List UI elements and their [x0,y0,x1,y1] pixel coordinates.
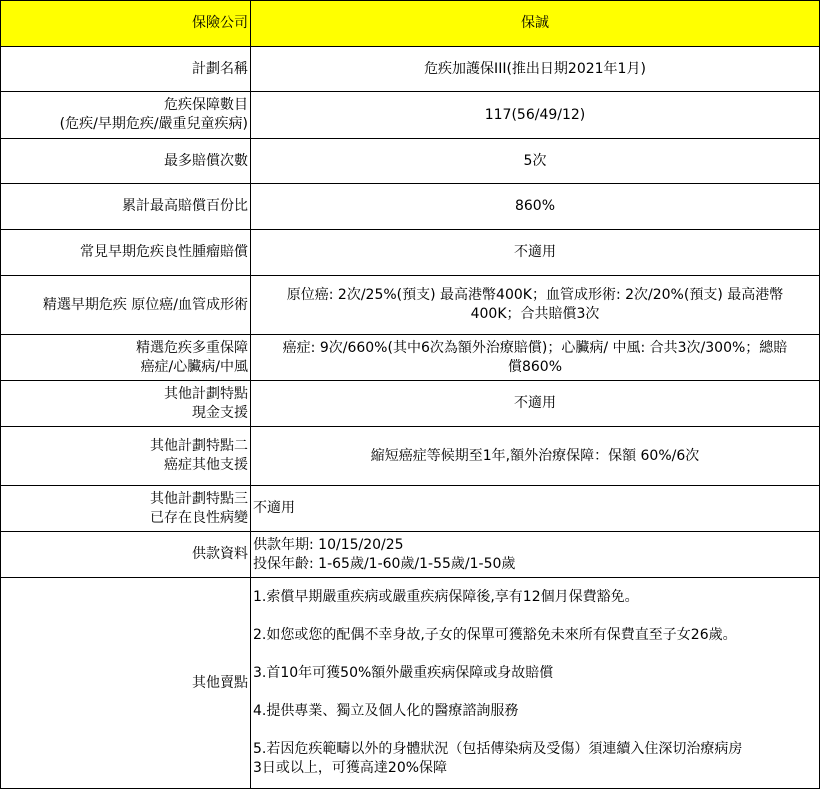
row-value-cell[interactable] [251,578,820,789]
row-max-claims [1,139,820,184]
label-text: 計劃名稱 [192,60,248,77]
value-text: 不適用 [253,500,295,516]
header-label-cell[interactable]: 保險公司 [1,1,251,47]
value-text: 5次 [523,152,547,169]
header-row [1,1,820,47]
value-text: 860% [514,198,556,214]
value-text: 供款年期: 10/15/20/25 [253,536,404,553]
row-value-cell[interactable] [251,47,820,92]
row-label-cell[interactable] [1,486,251,532]
label-text: 現金支援 [192,404,248,421]
label-text: 最多賠償次數 [164,152,248,169]
label-text: 常見早期危疾良性腫瘤賠償 [80,244,248,260]
row-value-cell[interactable] [251,427,820,486]
row-benign-tumour [1,230,820,276]
label-text: 癌症/心臟病/中風 [140,358,248,375]
row-feature-benign [1,486,820,532]
label-text: 其他計劃特點三 [150,490,248,507]
label-text: 其他計劃特點 [164,385,248,402]
row-label-cell[interactable] [1,381,251,427]
row-label-cell[interactable] [1,92,251,139]
value-text: 不適用 [514,395,556,411]
row-coverage-count [1,92,820,139]
row-label-cell[interactable] [1,276,251,335]
selling-point-item: 5.若因危疾範疇以外的身體狀況（包括傳染病及受傷）須連續入住深切治療病房 [253,741,743,757]
row-value-cell[interactable] [251,92,820,139]
label-text: 已存在良性病變 [150,509,248,526]
selling-point-item: 3.首10年可獲50%額外嚴重疾病保障或身故賠償 [253,665,554,681]
value-text: 117(56/49/12) [484,106,586,123]
label-text: 危疾保障數目 [164,97,248,113]
value-text: 400K；合共賠償3次 [470,306,600,322]
row-label-cell[interactable] [1,184,251,230]
row-value-cell[interactable] [251,230,820,276]
row-value-cell[interactable] [251,335,820,381]
row-label-cell[interactable] [1,139,251,184]
label-text: 其他計劃特點二 [150,438,248,454]
selling-point-item: 1.索償早期嚴重疾病或嚴重疾病保障後,享有12個月保費豁免。 [253,589,639,605]
row-payment-info [1,532,820,578]
value-text: 投保年齡: 1-65歲/1-60歲/1-55歲/1-50歲 [253,555,516,572]
value-text: 原位癌: 2次/25%(預支) 最高港幣400K；血管成形術: 2次/20%(預支) 最高港幣 [286,287,784,303]
row-label-cell[interactable] [1,230,251,276]
header-value-cell[interactable]: 保誠 [251,1,820,47]
value-text: 償860% [507,358,563,375]
row-label-cell[interactable] [1,335,251,381]
row-label-cell[interactable] [1,578,251,789]
value-text: 危疾加護保III(推出日期2021年1月) [424,60,646,77]
row-feature-cancer [1,427,820,486]
row-value-cell[interactable] [251,184,820,230]
label-text: 精選危疾多重保障 [136,339,248,356]
row-plan-name [1,47,820,92]
row-label-cell[interactable] [1,47,251,92]
row-value-cell[interactable] [251,381,820,427]
value-text: 癌症: 9次/660%(其中6次為額外治療賠償)；心臟病/ 中風: 合共3次/300%；總賠 [282,339,788,356]
row-value-cell[interactable] [251,532,820,578]
selling-point-item: 3日或以上，可獲高達20%保障 [253,760,448,776]
row-value-cell[interactable] [251,276,820,335]
row-feature-cash [1,381,820,427]
row-value-cell[interactable] [251,486,820,532]
row-early-critical [1,276,820,335]
row-value-cell[interactable] [251,139,820,184]
label-text: 精選早期危疾 原位癌/血管成形術 [42,296,248,313]
row-max-percentage [1,184,820,230]
value-text: 不適用 [514,244,556,260]
row-label-cell[interactable] [1,427,251,486]
label-text: (危疾/早期危疾/嚴重兒童疾病) [59,116,248,132]
label-text: 癌症其他支援 [164,457,248,473]
selling-point-item: 2.如您或您的配偶不幸身故,子女的保單可獲豁免未來所有保費直至子女26歲。 [253,627,737,643]
row-label-cell[interactable] [1,532,251,578]
row-selling-points [1,578,820,789]
label-text: 累計最高賠償百份比 [122,198,248,214]
label-text: 供款資料 [192,546,248,562]
label-text: 其他賣點 [192,674,248,691]
value-text: 縮短癌症等候期至1年,額外治療保障：保額 60%/6次 [370,447,700,464]
selling-point-item: 4.提供專業、獨立及個人化的醫療諮詢服務 [253,703,519,719]
row-multiple-protection [1,335,820,381]
